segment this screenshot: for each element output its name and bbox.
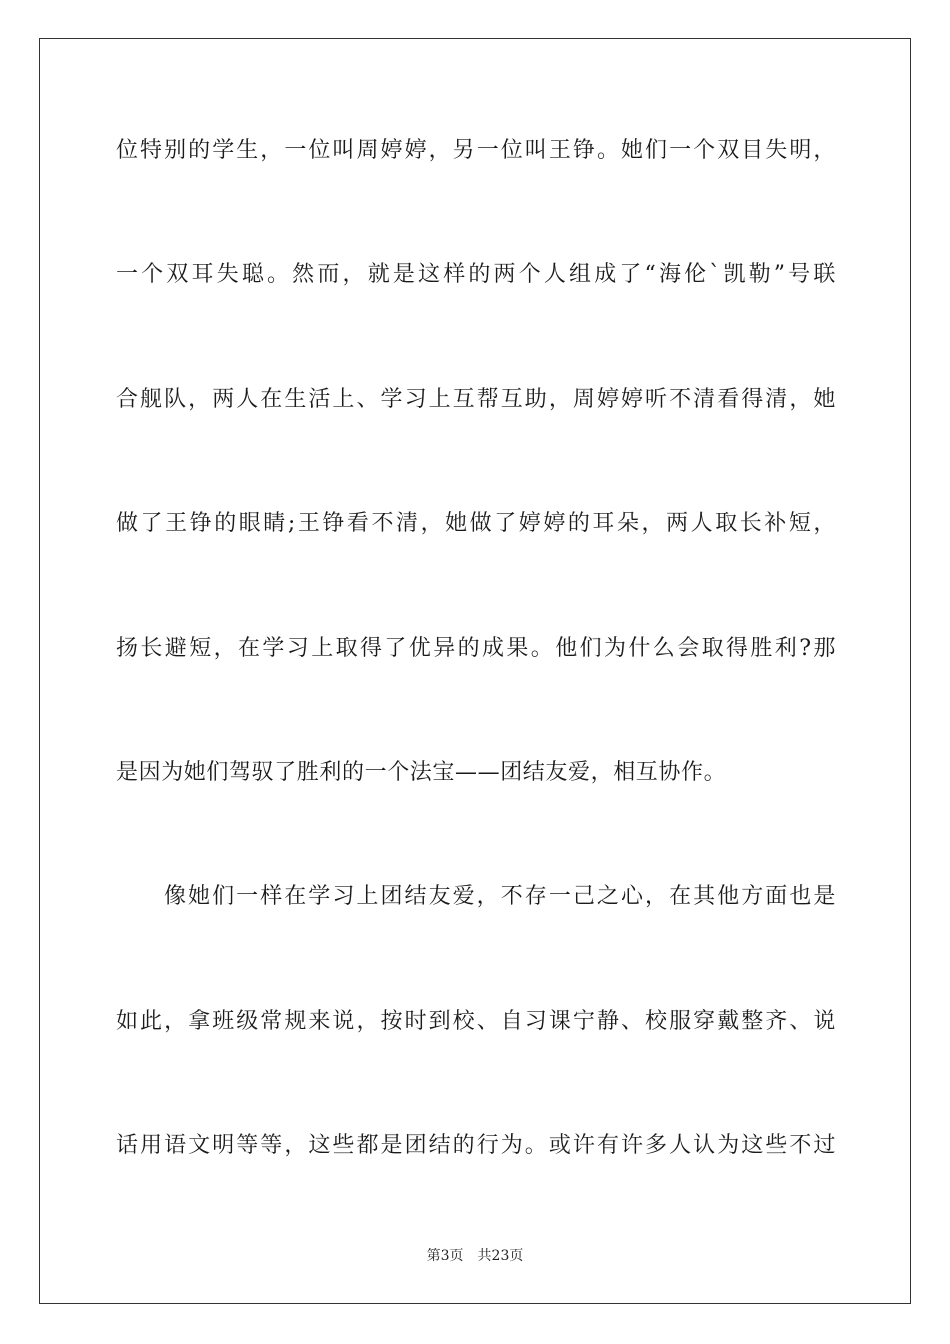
- body-text-line-8: 如此，拿班级常规来说，按时到校、自习课宁静、校服穿戴整齐、说: [116, 1009, 836, 1034]
- body-text-line-4: 做了王铮的眼睛;王铮看不清，她做了婷婷的耳朵，两人取长补短，: [116, 511, 836, 536]
- body-text-line-7: 像她们一样在学习上团结友爱，不存一己之心，在其他方面也是: [164, 884, 836, 909]
- body-text-line-6: 是因为她们驾驭了胜利的一个法宝——团结友爱，相互协作。: [116, 760, 727, 785]
- page-border: [39, 38, 911, 1304]
- page-number: 第3页: [426, 1248, 464, 1264]
- body-text-line-9: 话用语文明等等，这些都是团结的行为。或许有许多人认为这些不过: [116, 1133, 836, 1158]
- page-total: 共23页: [477, 1248, 524, 1264]
- page-footer: [0, 1247, 950, 1265]
- body-text-line-3: 合舰队，两人在生活上、学习上互帮互助，周婷婷听不清看得清，她: [116, 387, 836, 412]
- body-text-line-1: 位特别的学生，一位叫周婷婷，另一位叫王铮。她们一个双目失明，: [116, 138, 836, 163]
- body-text-line-2: 一个双耳失聪。然而，就是这样的两个人组成了“海伦`凯勒”号联: [116, 262, 836, 287]
- body-text-line-5: 扬长避短，在学习上取得了优异的成果。他们为什么会取得胜利?那: [116, 636, 836, 661]
